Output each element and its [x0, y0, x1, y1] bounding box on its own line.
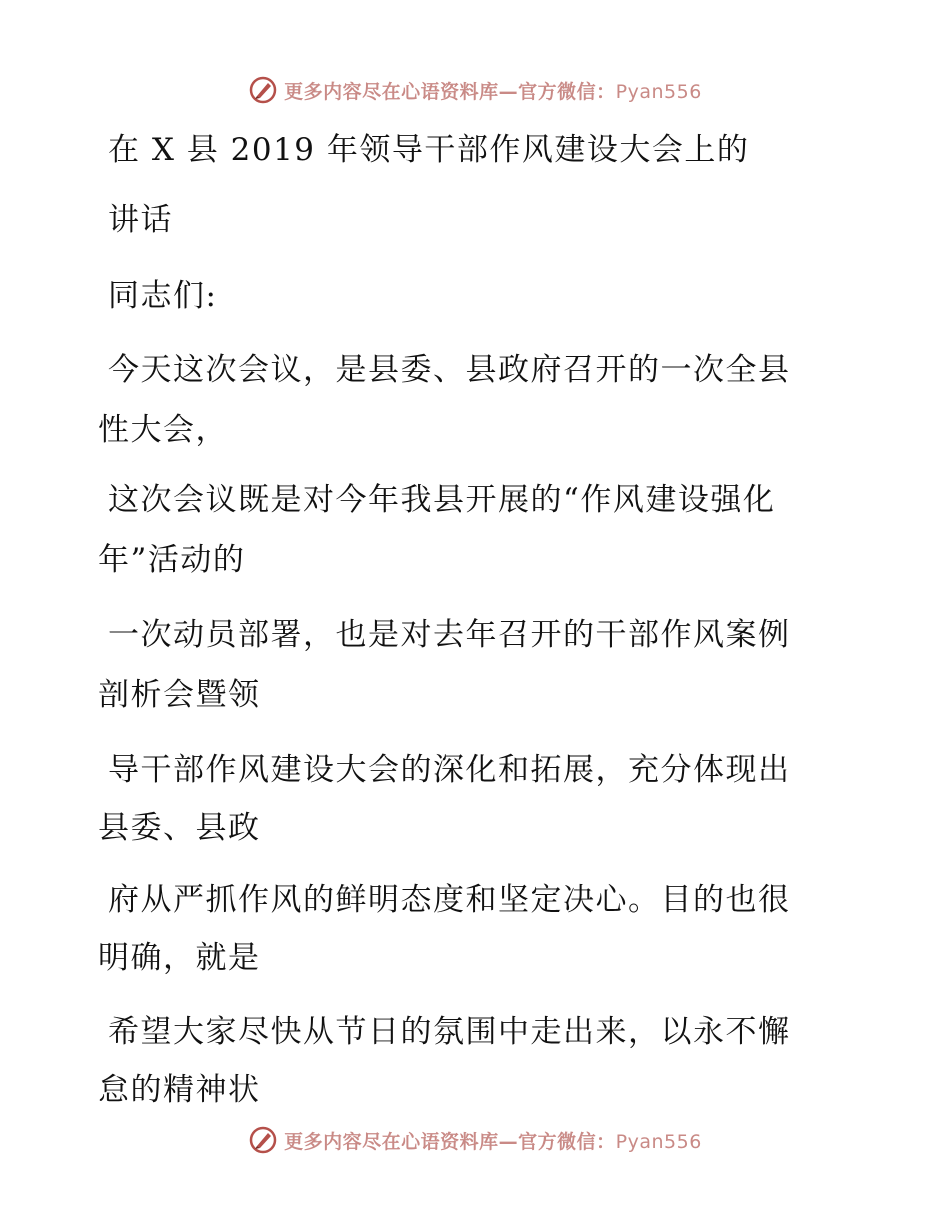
paragraph-line: 这次会议既是对今年我县开展的“作风建设强化 — [108, 482, 776, 518]
salutation: 同志们: — [108, 278, 218, 314]
paragraph-line: 希望大家尽快从节日的氛围中走出来，以永不懈 — [108, 1014, 791, 1050]
pen-logo-icon — [248, 75, 278, 105]
document-title-line1: 在 X 县 2019 年领导干部作风建设大会上的 — [108, 132, 750, 168]
paragraph-line: 一次动员部署，也是对去年召开的干部作风案例 — [108, 617, 791, 653]
paragraph-line: 府从严抓作风的鲜明态度和坚定决心。目的也很 — [108, 882, 791, 918]
wechat-id: Pyan556 — [615, 1130, 702, 1153]
watermark-text: 更多内容尽在心语资料库—官方微信：Pyan556 — [284, 80, 702, 103]
footer-watermark — [0, 1120, 950, 1160]
document-title-line2: 讲话 — [108, 202, 173, 238]
paragraph-line: 怠的精神状 — [98, 1072, 261, 1108]
pen-logo-icon — [248, 1125, 278, 1155]
paragraph-line: 剖析会暨领 — [98, 677, 261, 713]
watermark-text: 更多内容尽在心语资料库—官方微信：Pyan556 — [284, 1130, 702, 1153]
paragraph-line: 性大会， — [98, 412, 228, 448]
header-watermark — [0, 70, 950, 110]
wechat-id: Pyan556 — [615, 80, 702, 103]
paragraph-line: 导干部作风建设大会的深化和拓展，充分体现出 — [108, 752, 791, 788]
paragraph-line: 今天这次会议，是县委、县政府召开的一次全县 — [108, 352, 791, 388]
paragraph-line: 县委、县政 — [98, 810, 261, 846]
paragraph-line: 年”活动的 — [98, 542, 246, 578]
paragraph-line: 明确，就是 — [98, 940, 261, 976]
